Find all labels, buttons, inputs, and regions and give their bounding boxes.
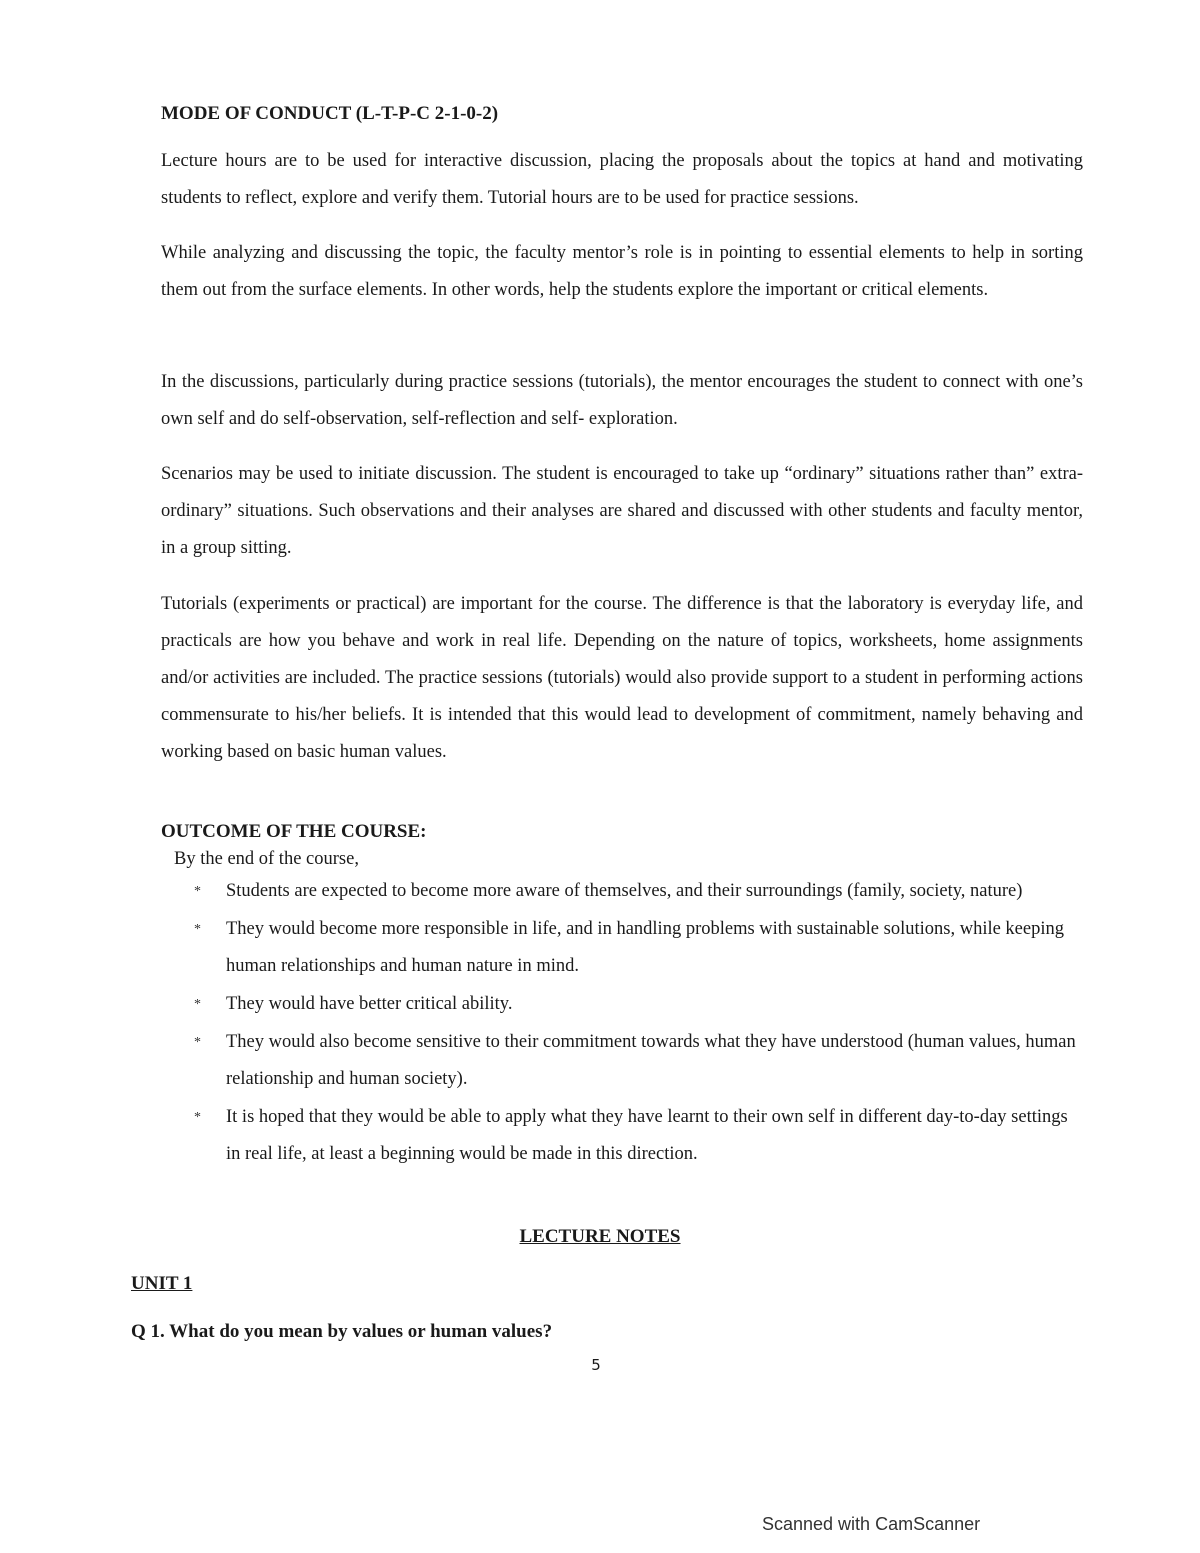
outcome-intro: By the end of the course, [174,849,359,869]
bullet-star-icon: * [194,922,201,937]
unit-title: UNIT 1 [131,1273,193,1294]
outcome-heading: OUTCOME OF THE COURSE: [161,821,427,842]
mode-paragraph-1: Lecture hours are to be used for interactive discussion, placing the proposals about the topics at hand and motivating students to reflect, explore and verify them. Tutorial hours are to be used for practice sessions. [161,151,1083,208]
mode-paragraph-5: Tutorials (experiments or practical) are important for the course. The difference is that the laboratory is everyday life, and practicals are how you behave and work in real life. Depending on the nature of topics, worksheets, home assignments and/or activities are included. The practice sessions (tutorials) would also provide support to a student in performing actions commensurate to his/her beliefs. It is intended that this would lead to development of commitment, namely behaving and working based on basic human values. [161,594,1083,762]
scanner-watermark: Scanned with CamScanner [762,1514,981,1534]
outcome-item-text: Students are expected to become more aware of themselves, and their surroundings (family, society, nature) [226,881,1023,901]
outcome-item-text: They would become more responsible in life, and in handling problems with sustainable solutions, while keeping human relationships and human nature in mind. [226,919,1064,976]
bullet-star-icon: * [194,1110,201,1125]
question-heading: Q 1. What do you mean by values or human values? [131,1321,553,1342]
outcome-item [0,911,1086,985]
bullet-star-icon: * [194,884,201,899]
outcome-item [0,873,1086,910]
outcome-item-text: It is hoped that they would be able to apply what they have learnt to their own self in different day-to-day settings in real life, at least a beginning would be made in this direction. [226,1107,1068,1164]
outcome-item-text: They would also become sensitive to their commitment towards what they have understood (human values, human relationship and human society). [226,1032,1076,1089]
bullet-star-icon: * [194,997,201,1012]
mode-paragraph-2: While analyzing and discussing the topic, the faculty mentor’s role is in pointing to essential elements to help in sorting them out from the surface elements. In other words, help the students explore the important or critical elements. [161,243,1083,300]
page-number: 5 [591,1356,601,1374]
outcome-item-text: They would have better critical ability. [226,994,513,1014]
mode-paragraph-3: In the discussions, particularly during practice sessions (tutorials), the mentor encourages the student to connect with one’s own self and do self-observation, self-reflection and self- exploration. [161,372,1083,429]
outcome-item [0,1024,1086,1098]
mode-paragraph-4: Scenarios may be used to initiate discussion. The student is encouraged to take up “ordinary” situations rather than” extra-ordinary” situations. Such observations and their analyses are shared and discussed with other students and faculty mentor, in a group sitting. [161,464,1083,558]
outcome-list [0,873,1086,1174]
outcome-item [0,986,1086,1023]
lecture-notes-title: LECTURE NOTES [519,1226,681,1247]
mode-of-conduct-heading: MODE OF CONDUCT (L-T-P-C 2-1-0-2) [161,103,499,124]
bullet-star-icon: * [194,1035,201,1050]
outcome-item [0,1099,1086,1173]
